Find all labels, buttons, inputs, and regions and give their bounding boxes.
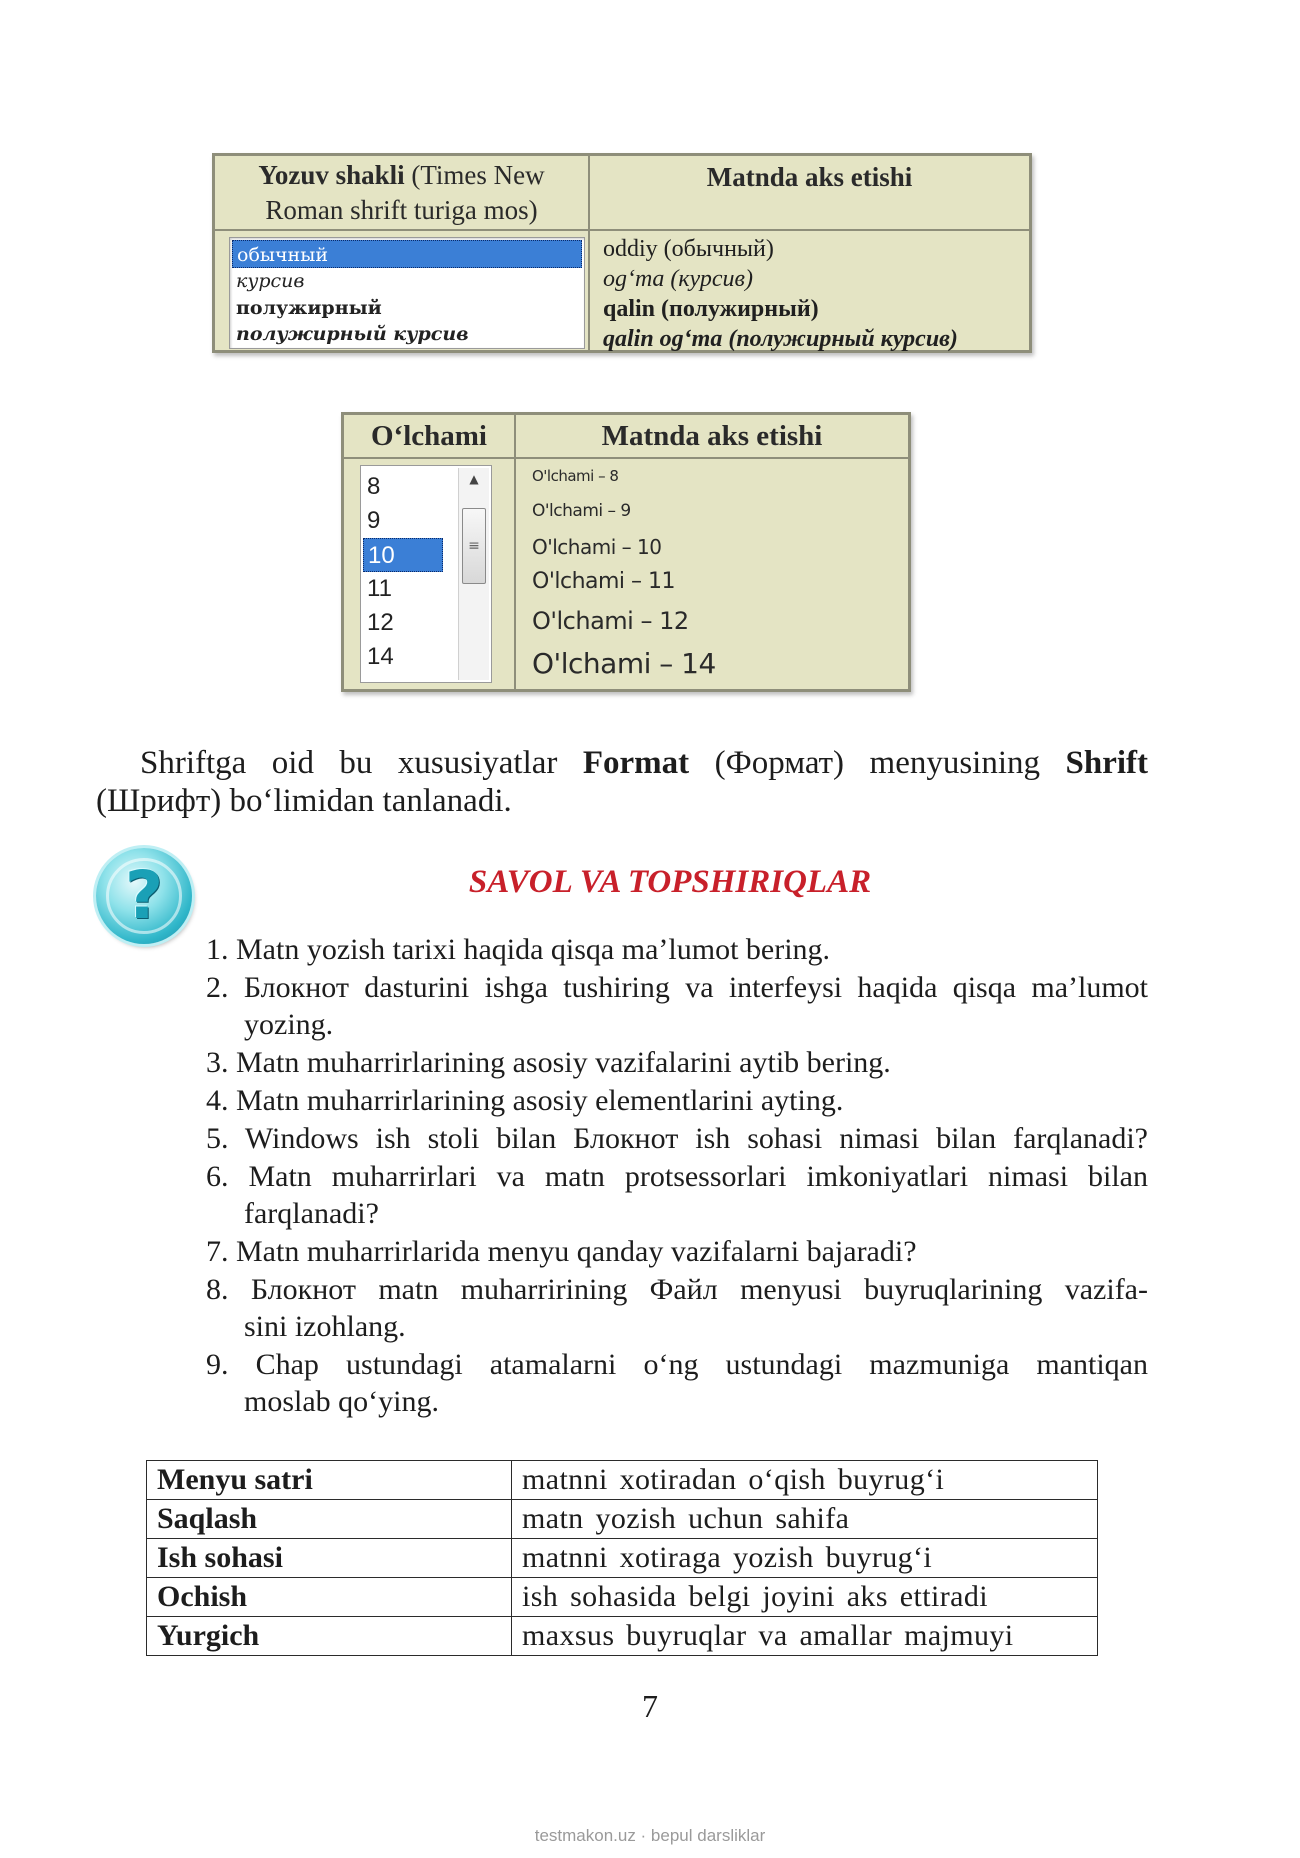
table-row (147, 1500, 1098, 1539)
term-cell: Yurgich (147, 1617, 512, 1656)
font-size-table (341, 412, 911, 692)
font-style-header: Yozuv shakli (Times New Roman shrift turiga mos) (258, 160, 545, 225)
header-divider (344, 457, 908, 459)
question-1: 1. Matn yozish tarixi haqida qisqa ma’lumot bering. (206, 933, 831, 966)
size-option-8[interactable]: 8 (367, 473, 381, 500)
sample-size-8: O'lchami – 8 (532, 467, 619, 485)
question-4: 4. Matn muharrirlarining asosiy elementlarini ayting. (206, 1084, 844, 1117)
body-paragraph-line-1: Shriftga oid bu xususiyatlar Format (Формат) menyusining Shrift (140, 745, 1148, 781)
table-row (147, 1539, 1098, 1578)
question-2: 2. Блокнот dasturini ishga tushiring va interfeysi haqida qisqa ma’lumot (206, 971, 1148, 1004)
sample-size-9: O'lchami – 9 (532, 501, 631, 521)
question-6-cont: farqlanadi? (244, 1197, 379, 1230)
description-bold-italic: qalin og‘ma (полужирный курсив) (603, 326, 958, 352)
section-title: SAVOL VA TOPSHIRIQLAR (468, 864, 872, 900)
size-option-10[interactable]: 10 (363, 538, 443, 572)
definition-cell: matnni xotiradan o‘qish buyrug‘i (512, 1461, 1098, 1500)
page-number: 7 (642, 1688, 658, 1724)
term-cell: Ish sohasi (147, 1539, 512, 1578)
table-row (147, 1578, 1098, 1617)
definition-cell: ish sohasida belgi joyini aks ettiradi (512, 1578, 1098, 1617)
size-scrollbar[interactable] (458, 468, 489, 680)
font-style-table (212, 153, 1032, 353)
style-option-regular[interactable]: обычный (232, 240, 582, 268)
font-size-listbox[interactable] (360, 465, 492, 683)
table-row (147, 1617, 1098, 1656)
question-8-cont: sini izohlang. (244, 1310, 406, 1343)
term-cell: Menyu satri (147, 1461, 512, 1500)
scroll-thumb[interactable]: ≡ (462, 508, 486, 584)
question-9: 9. Chap ustundagi atamalarni o‘ng ustundagi mazmuniga mantiqan (206, 1348, 1148, 1381)
size-option-14[interactable]: 14 (367, 643, 394, 670)
style-option-italic[interactable]: курсив (236, 270, 305, 292)
description-regular: oddiy (обычный) (603, 236, 774, 262)
table-row (147, 1461, 1098, 1500)
size-option-9[interactable]: 9 (367, 507, 381, 534)
definition-cell: matn yozish uchun sahifa (512, 1500, 1098, 1539)
question-2-cont: yozing. (244, 1008, 334, 1041)
sample-size-12: O'lchami – 12 (532, 607, 689, 635)
font-style-listbox[interactable] (229, 237, 585, 349)
size-header: O‘lchami (371, 420, 487, 452)
question-5: 5. Windows ish stoli bilan Блокнот ish sohasi nimasi bilan farqlanadi? (206, 1122, 1148, 1155)
footer-watermark: testmakon.uz · bepul darsliklar (534, 1826, 766, 1845)
description-bold: qalin (полужирный) (603, 296, 819, 322)
body-paragraph-line-2: (Шрифт) bo‘limidan tanlanadi. (96, 783, 512, 819)
term-cell: Saqlash (147, 1500, 512, 1539)
term-cell: Ochish (147, 1578, 512, 1617)
header-divider (215, 229, 1029, 231)
style-option-bold[interactable]: полужирный (236, 297, 382, 319)
definition-cell: matnni xotiraga yozish buyrug‘i (512, 1539, 1098, 1578)
question-6: 6. Matn muharrirlari va matn protsessorlari imkoniyatlari nimasi bilan (206, 1160, 1148, 1193)
definition-cell: maxsus buyruqlar va amallar majmuyi (512, 1617, 1098, 1656)
size-option-12[interactable]: 12 (367, 609, 394, 636)
sample-size-14: O'lchami – 14 (532, 647, 716, 680)
sample-size-11: O'lchami – 11 (532, 569, 676, 594)
matching-table (146, 1460, 1098, 1656)
description-italic: og‘ma (курсив) (603, 266, 753, 292)
style-option-bold-italic[interactable]: полужирный курсив (236, 323, 469, 345)
question-8: 8. Блокнот matn muharririning Файл menyusi buyruqlarining vazifa- (206, 1273, 1148, 1306)
question-mark-icon: ? (96, 848, 192, 944)
scroll-up-arrow-icon[interactable]: ▲ (469, 472, 479, 486)
question-7: 7. Matn muharrirlarida menyu qanday vazifalarni bajaradi? (206, 1235, 917, 1268)
question-3: 3. Matn muharrirlarining asosiy vazifalarini aytib bering. (206, 1046, 891, 1079)
appearance-header: Matnda aks etishi (601, 420, 823, 452)
appearance-header: Matnda aks etishi (706, 162, 913, 192)
sample-size-10: O'lchami – 10 (532, 535, 662, 559)
question-9-cont: moslab qo‘ying. (244, 1385, 439, 1418)
size-option-11[interactable]: 11 (367, 575, 392, 602)
